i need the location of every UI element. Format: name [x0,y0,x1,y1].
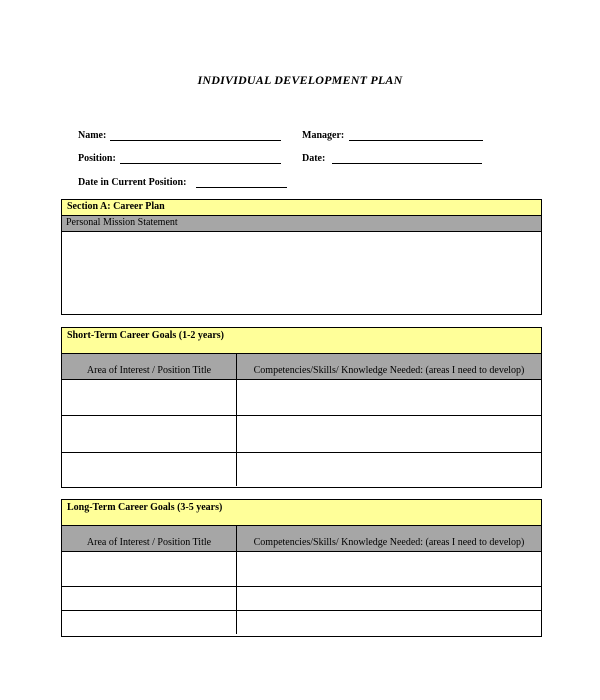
mission-statement-heading: Personal Mission Statement [62,216,541,232]
short-term-goals-table [61,327,542,488]
long-term-area-cell[interactable] [62,611,237,634]
name-field[interactable] [110,140,281,141]
table-row [62,453,541,486]
manager-field[interactable] [349,140,483,141]
short-term-col-area: Area of Interest / Position Title [62,354,237,379]
short-term-competencies-cell[interactable] [237,416,541,452]
long-term-area-cell[interactable] [62,587,237,610]
section-a-heading: Section A: Career Plan [62,200,541,216]
table-row [62,416,541,453]
date-field[interactable] [332,163,482,164]
date-in-position-label: Date in Current Position: [78,177,187,188]
long-term-header-row [62,526,541,552]
long-term-competencies-cell[interactable] [237,611,541,634]
section-a-career-plan [61,199,542,315]
short-term-header-row [62,354,541,380]
short-term-area-cell[interactable] [62,453,237,486]
long-term-area-cell[interactable] [62,552,237,586]
long-term-col-area: Area of Interest / Position Title [62,526,237,551]
position-label: Position: [78,153,116,164]
long-term-heading: Long-Term Career Goals (3-5 years) [62,500,541,526]
mission-statement-field[interactable] [62,232,541,313]
table-row [62,611,541,634]
position-field[interactable] [120,163,281,164]
long-term-goals-table [61,499,542,637]
short-term-heading: Short-Term Career Goals (1-2 years) [62,328,541,354]
table-row [62,380,541,416]
manager-label: Manager: [302,130,345,141]
date-label: Date: [302,153,326,164]
long-term-competencies-cell[interactable] [237,552,541,586]
long-term-col-competencies: Competencies/Skills/ Knowledge Needed: (areas I need to develop) [253,537,525,548]
short-term-area-cell[interactable] [62,416,237,452]
date-in-position-field[interactable] [196,187,287,188]
long-term-competencies-cell[interactable] [237,587,541,610]
document-title: INDIVIDUAL DEVELOPMENT PLAN [197,73,403,87]
name-label: Name: [78,130,107,141]
short-term-competencies-cell[interactable] [237,453,541,486]
short-term-col-competencies: Competencies/Skills/ Knowledge Needed: (areas I need to develop) [253,365,525,376]
table-row [62,587,541,611]
table-row [62,552,541,587]
short-term-competencies-cell[interactable] [237,380,541,415]
short-term-area-cell[interactable] [62,380,237,415]
